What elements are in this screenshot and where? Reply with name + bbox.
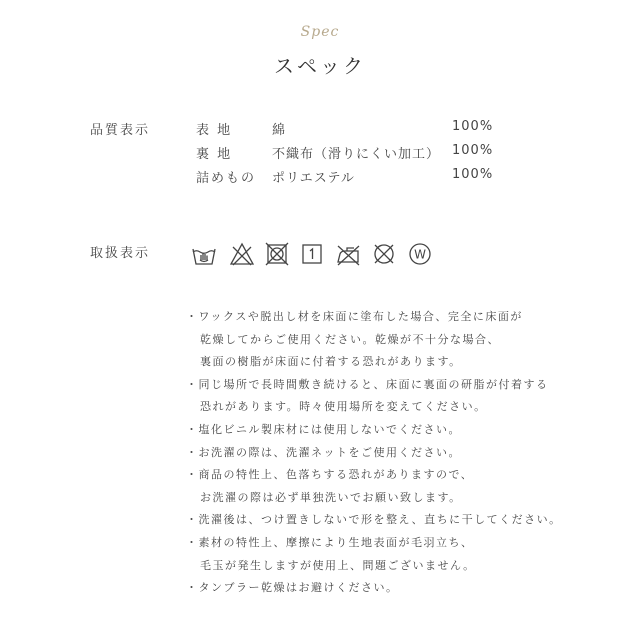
spec-title-ja: スペック xyxy=(274,54,366,78)
note-line: お洗濯の際は必ず単独洗いでお願い致します。 xyxy=(200,490,462,504)
note-line: ・素材の特性上、摩擦により生地表面が毛羽立ち、 xyxy=(186,535,474,549)
quality-part: 裏 地 xyxy=(196,147,233,162)
note-line: ・洗濯後は、つけ置きしないで形を整え、直ちに干してください。 xyxy=(186,513,562,527)
note-line: 恐れがあります。時々使用場所を変えてください。 xyxy=(200,400,487,414)
quality-percent: 100% xyxy=(452,167,494,182)
quality-label: 品質表示 xyxy=(90,123,151,138)
no-iron-icon xyxy=(334,240,362,268)
quality-percent: 100% xyxy=(452,143,494,158)
note-line: ・お洗濯の際は、洗濯ネットをご使用ください。 xyxy=(186,445,461,459)
wet-clean-letter: W xyxy=(414,247,426,262)
no-bleach-icon xyxy=(228,240,256,268)
hand-wash-icon xyxy=(190,240,218,268)
wet-clean-icon xyxy=(406,240,434,268)
note-line: ・ワックスや脱出し材を床面に塗布した場合、完全に床面が xyxy=(186,310,523,323)
no-tumble-dry-icon xyxy=(263,240,291,268)
spec-title-en: Spec xyxy=(300,24,340,40)
note-line: 乾燥してからご使用ください。乾燥が不十分な場合、 xyxy=(200,332,500,346)
note-line: ・商品の特性上、色落ちする恐れがありますので、 xyxy=(186,468,474,482)
quality-material: ポリエステル xyxy=(272,171,355,186)
quality-percent: 100% xyxy=(452,119,494,134)
note-line: 毛玉が発生しますが使用上、問題ございません。 xyxy=(200,558,476,572)
care-label: 取扱表示 xyxy=(90,246,151,261)
note-line: 裏面の樹脂が床面に付着する恐れがあります。 xyxy=(200,355,462,369)
quality-material: 綿 xyxy=(272,123,287,138)
quality-material: 不織布（滑りにくい加工） xyxy=(272,147,441,162)
notes-list xyxy=(186,306,606,600)
note-line: ・同じ場所で長時間敷き続けると、床面に裏面の研脂が付着する xyxy=(186,377,549,391)
quality-part: 詰めもの xyxy=(196,171,257,186)
note-line: ・塩化ビニル製床材には使用しないでください。 xyxy=(186,422,461,436)
no-dry-clean-icon xyxy=(370,240,398,268)
line-dry-icon xyxy=(298,240,326,268)
quality-part: 表 地 xyxy=(196,123,233,138)
note-line: ・タンブラー乾燥はお避けください。 xyxy=(186,581,399,595)
